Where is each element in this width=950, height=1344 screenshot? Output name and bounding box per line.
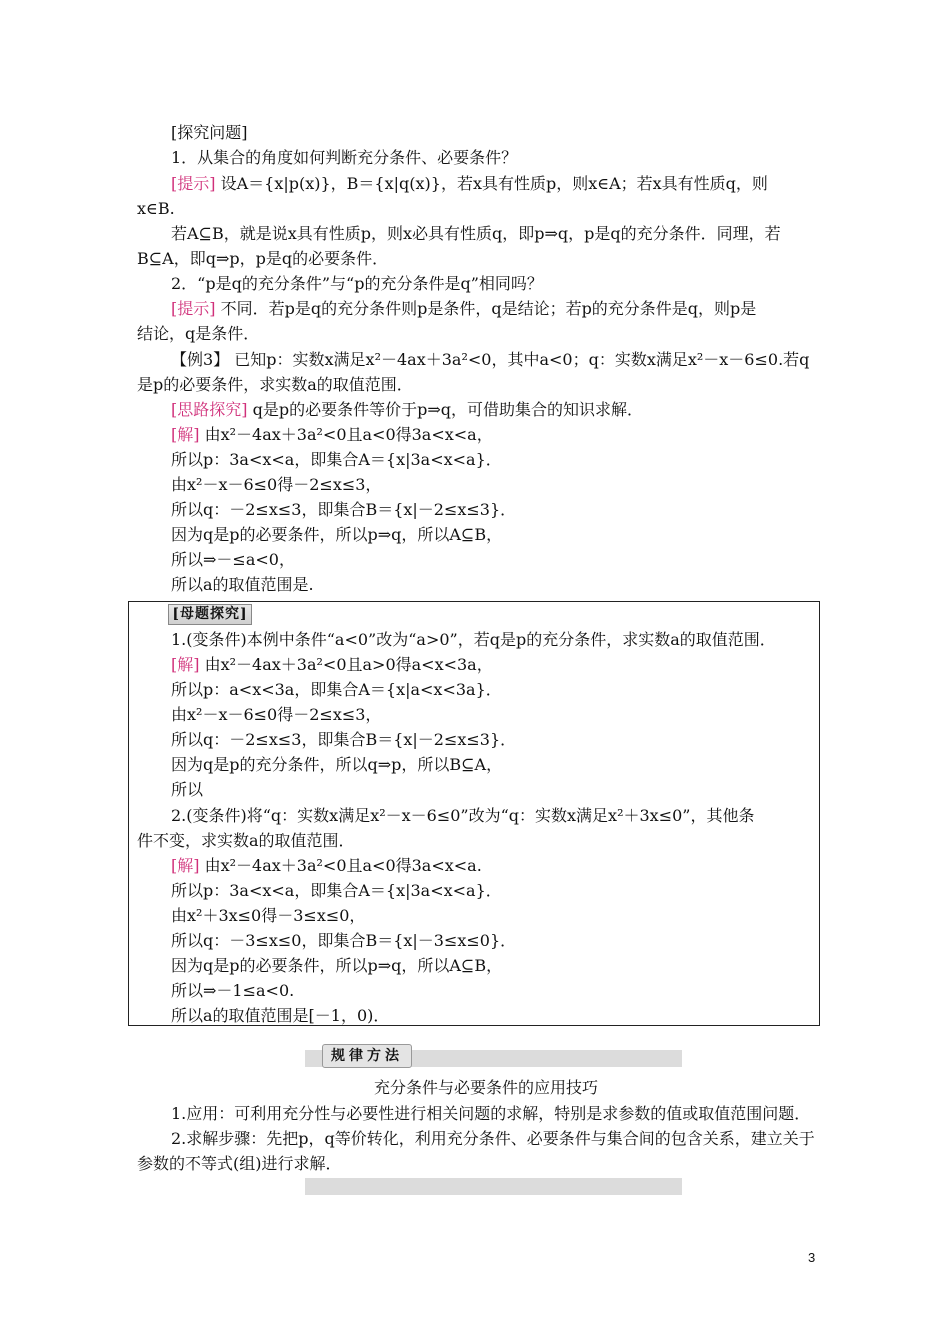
variant-1-question: 1.(变条件)本例中条件“a<0”改为“a>0”，若q是p的充分条件，求实数a的取值范围． (171, 630, 776, 649)
variant-2-question-cont: 件不变，求实数a的取值范围． (137, 831, 355, 850)
solution-tag: [解] (171, 655, 200, 674)
variant-1-solution-1 (171, 654, 493, 676)
method-point-2: 2.求解步骤：先把p，q等价转化，利用充分条件、必要条件与集合间的包含关系，建立关于 (171, 1129, 815, 1148)
variant-2-question: 2.(变条件)将“q：实数x满足x²－x－6≤0”改为“q：实数x满足x²＋3x≤0”，其他条 (171, 806, 755, 825)
method-point-2-cont: 参数的不等式(组)进行求解． (137, 1154, 342, 1173)
variant-1-solution-3: 由x²－x－6≤0得－2≤x≤3， (171, 705, 382, 724)
explore-heading: [探究问题] (171, 123, 248, 142)
variant-2-solution-6: 所以⇒－1≤a<0. (171, 981, 295, 1000)
variant-1-text-1: 由x²－4ax＋3a²<0且a>0得a<x<3a， (204, 655, 493, 674)
method-bottom-band (305, 1178, 682, 1195)
variant-1-solution-6: 所以 (171, 780, 204, 799)
variant-2-text-1: 由x²－4ax＋3a²<0且a<0得3a<x<a. (204, 856, 482, 875)
hint-2-cont: 结论，q是条件． (137, 324, 260, 343)
hint-2-text: 不同．若p是q的充分条件则p是条件，q是结论；若p的充分条件是q，则p是 (220, 299, 757, 318)
variant-2-solution-3: 由x²＋3x≤0得－3≤x≤0， (171, 906, 366, 925)
variant-2-solution-7: 所以a的取值范围是[－1，0)． (171, 1006, 390, 1025)
example-label: 【例3】 (171, 350, 230, 369)
variant-2-solution-1 (171, 855, 482, 877)
variant-1-solution-4: 所以q：－2≤x≤3，即集合B＝{x|－2≤x≤3}． (171, 730, 517, 749)
example-3-cont: 是p的必要条件，求实数a的取值范围． (137, 375, 413, 394)
solution-line-7: 所以a的取值范围是. (171, 575, 314, 594)
page-number: 3 (808, 1250, 816, 1265)
hint-1-para2: 若A⊆B，就是说x具有性质p，则x必具有性质q，即p⇒q，p是q的充分条件．同理，若 (171, 224, 781, 243)
solution-line-3: 由x²－x－6≤0得－2≤x≤3， (171, 475, 382, 494)
solution-line-2: 所以p：3a<x<a，即集合A＝{x|3a<x<a}． (171, 450, 502, 469)
question-2: 2．“p是q的充分条件”与“p的充分条件是q”相同吗？ (171, 274, 543, 293)
idea-line (171, 399, 643, 421)
mother-problem-badge: [母题探究] (168, 604, 252, 625)
example-3-line (171, 349, 809, 371)
method-badge: 规律方法 (322, 1044, 412, 1068)
hint-1-para2-cont: B⊆A，即q⇒p，p是q的必要条件． (137, 249, 389, 268)
question-1: 1．从集合的角度如何判断充分条件、必要条件？ (171, 148, 518, 167)
solution-line-5: 因为q是p的必要条件，所以p⇒q，所以A⊆B， (171, 525, 503, 544)
hint-tag: [提示] (171, 299, 216, 318)
solution-line-6: 所以⇒－≤a<0， (171, 550, 295, 569)
method-point-1: 1.应用：可利用充分性与必要性进行相关问题的求解，特别是求参数的值或取值范围问题． (171, 1104, 811, 1123)
hint-1-line (171, 173, 768, 195)
variant-1-solution-2: 所以p：a<x<3a，即集合A＝{x|a<x<3a}． (171, 680, 502, 699)
hint-2-line (171, 298, 756, 320)
example-text: 已知p：实数x满足x²－4ax＋3a²<0，其中a<0；q：实数x满足x²－x－6≤0.若q (234, 350, 810, 369)
solution-tag: [解] (171, 856, 200, 875)
method-title: 充分条件与必要条件的应用技巧 (374, 1078, 599, 1097)
solution-text-1: 由x²－4ax＋3a²<0且a<0得3a<x<a， (204, 425, 493, 444)
hint-tag: [提示] (171, 174, 216, 193)
idea-tag: [思路探究] (171, 400, 248, 419)
solution-tag: [解] (171, 425, 200, 444)
hint-1-cont: x∈B. (137, 199, 175, 218)
idea-text: q是p的必要条件等价于p⇒q，可借助集合的知识求解． (252, 400, 643, 419)
variant-2-solution-4: 所以q：－3≤x≤0，即集合B＝{x|－3≤x≤0}． (171, 931, 517, 950)
solution-line-1 (171, 424, 493, 446)
hint-1-text: 设A＝{x|p(x)}，B＝{x|q(x)}，若x具有性质p，则x∈A；若x具有性质q，则 (220, 174, 768, 193)
variant-2-solution-5: 因为q是p的必要条件，所以p⇒q，所以A⊆B， (171, 956, 503, 975)
variant-2-solution-2: 所以p：3a<x<a，即集合A＝{x|3a<x<a}． (171, 881, 502, 900)
solution-line-4: 所以q：－2≤x≤3，即集合B＝{x|－2≤x≤3}． (171, 500, 517, 519)
variant-1-solution-5: 因为q是p的充分条件，所以q⇒p，所以B⊆A， (171, 755, 503, 774)
